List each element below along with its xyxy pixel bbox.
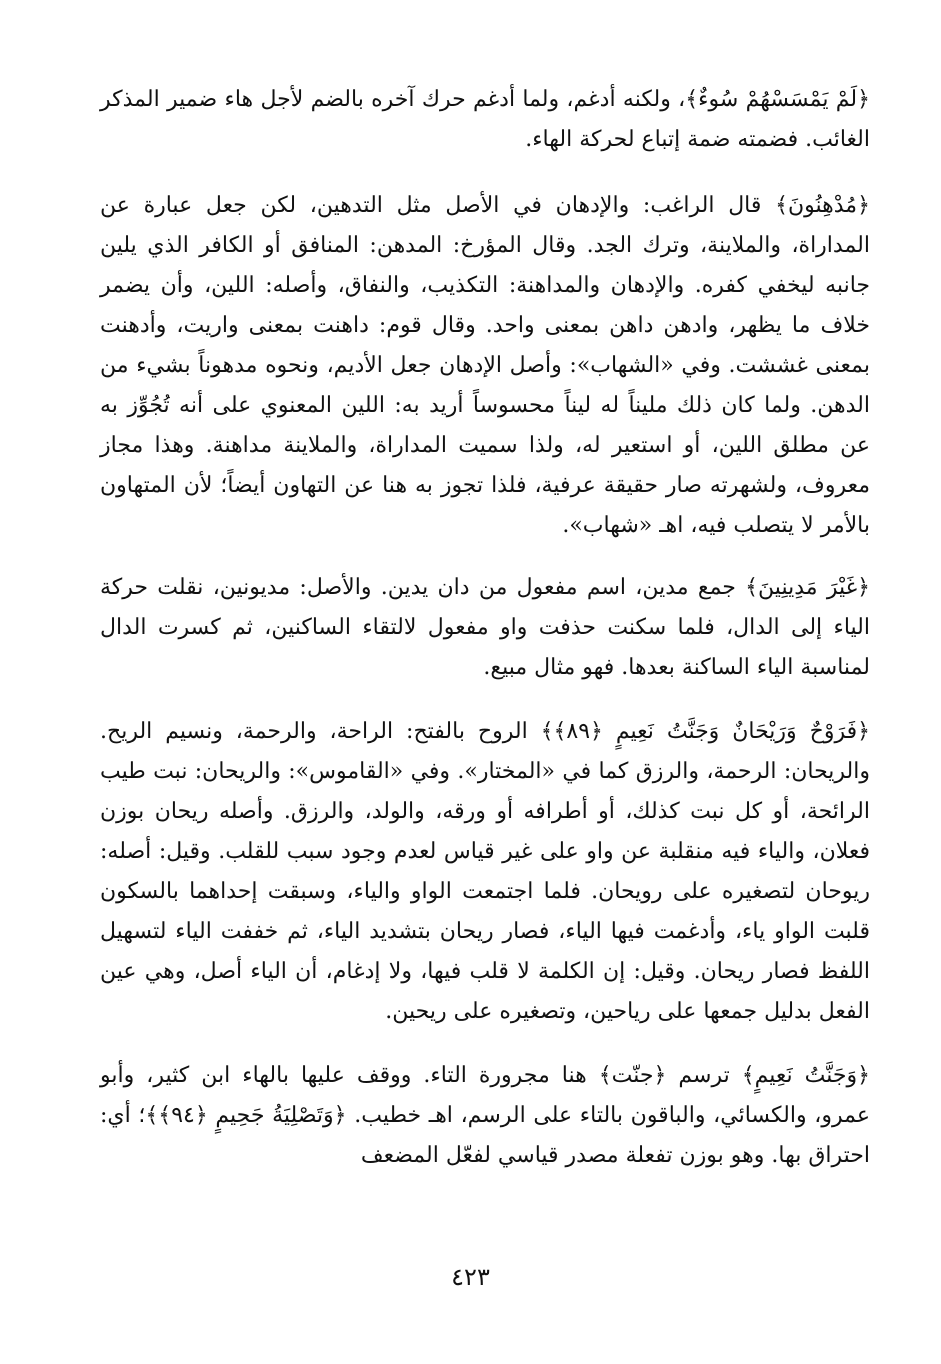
paragraph-wa-jannatu-naim: ﴿وَجَنَّتُ نَعِيمٍ﴾ ترسم ﴿جنّت﴾ هنا مجرورة التاء. ووقف عليها بالهاء ابن كثير، وأبو عمرو، والكسائي، والباقون بالتاء على الرسم، اهـ خطيب. ﴿وَتَصْلِيَةُ جَحِيمٍ ﴿٩٤﴾﴾؛ أي: احتراق بها. وهو بوزن تفعلة مصدر قياسي لفعّل المضعف	[100, 1063, 870, 1168]
body-text	[100, 80, 870, 1200]
paragraph-rawh-wa-rayhan: ﴿فَرَوْحٌ وَرَيْحَانٌ وَجَنَّتُ نَعِيمٍ ﴿٨٩﴾﴾ الروح بالفتح: الراحة، والرحمة، ونسيم الريح. والريحان: الرحمة، والرزق كما في «المختار». وفي «القاموس»: والريحان: نبت طيب الرائحة، أو كل نبت كذلك، أو أطرافه أو ورقه، والولد، والرزق. وأصله ريحان بوزن فعلان، والياء فيه منقلبة عن واو على غير قياس لعدم وجود سبب للقلب. وقيل: أصله: ريوحان لتصغيره على رويحان. فلما اجتمعت الواو والياء، وسبقت إحداهما بالسكون قلبت الواو ياء، وأدغمت فيها الياء، فصار ريحان بتشديد الياء، ثم خففت الياء لتسهيل اللفظ فصار ريحان. وقيل: إن الكلمة لا قلب فيها، ولا إدغام، أن الياء أصل، وهي عين الفعل بدليل جمعها على رياحين، وتصغيره على ريحين.	[100, 719, 870, 1024]
page-number: ٤٢٣	[451, 1263, 490, 1291]
paragraph-lam-yamsashum: ﴿لَمْ يَمْسَسْهُمْ سُوءٌ﴾، ولكنه أدغم، ولما أدغم حرك آخره بالضم لأجل هاء ضمير المذكر الغائب. فضمته ضمة إتباع لحركة الهاء.	[100, 87, 870, 152]
paragraph-mudhinun: ﴿مُدْهِنُونَ﴾ قال الراغب: والإدهان في الأصل مثل التدهين، لكن جعل عبارة عن المداراة، والملاينة، وترك الجد. وقال المؤرخ: المدهن: المنافق أو الكافر الذي يلين جانبه ليخفي كفره. والإدهان والمداهنة: التكذيب، والنفاق، وأصله: اللين، وأن يضمر خلاف ما يظهر، وادهن داهن بمعنى واحد. وقال قوم: داهنت بمعنى واريت، وأدهنت بمعنى غششت. وفي «الشهاب»: وأصل الإدهان جعل الأديم، ونحوه مدهوناً بشيء من الدهن. ولما كان ذلك مليناً له ليناً محسوساً أريد به: اللين المعنوي على أنه تُجُوِّز به عن مطلق اللين، أو استعير له، ولذا سميت المداراة، والملاينة مداهنة. وهذا مجاز معروف، ولشهرته صار حقيقة عرفية، فلذا تجوز به هنا عن التهاون أيضاً؛ لأن المتهاون بالأمر لا يتصلب فيه، اهـ «شهاب».	[100, 193, 870, 538]
paragraph-ghayra-madinin: ﴿غَيْرَ مَدِينِينَ﴾ جمع مدين، اسم مفعول من دان يدين. والأصل: مديونين، نقلت حركة الياء إلى الدال، فلما سكنت حذفت واو مفعول لالتقاء الساكنين، ثم كسرت الدال لمناسبة الياء الساكنة بعدها. فهو مثال مبيع.	[100, 575, 870, 680]
